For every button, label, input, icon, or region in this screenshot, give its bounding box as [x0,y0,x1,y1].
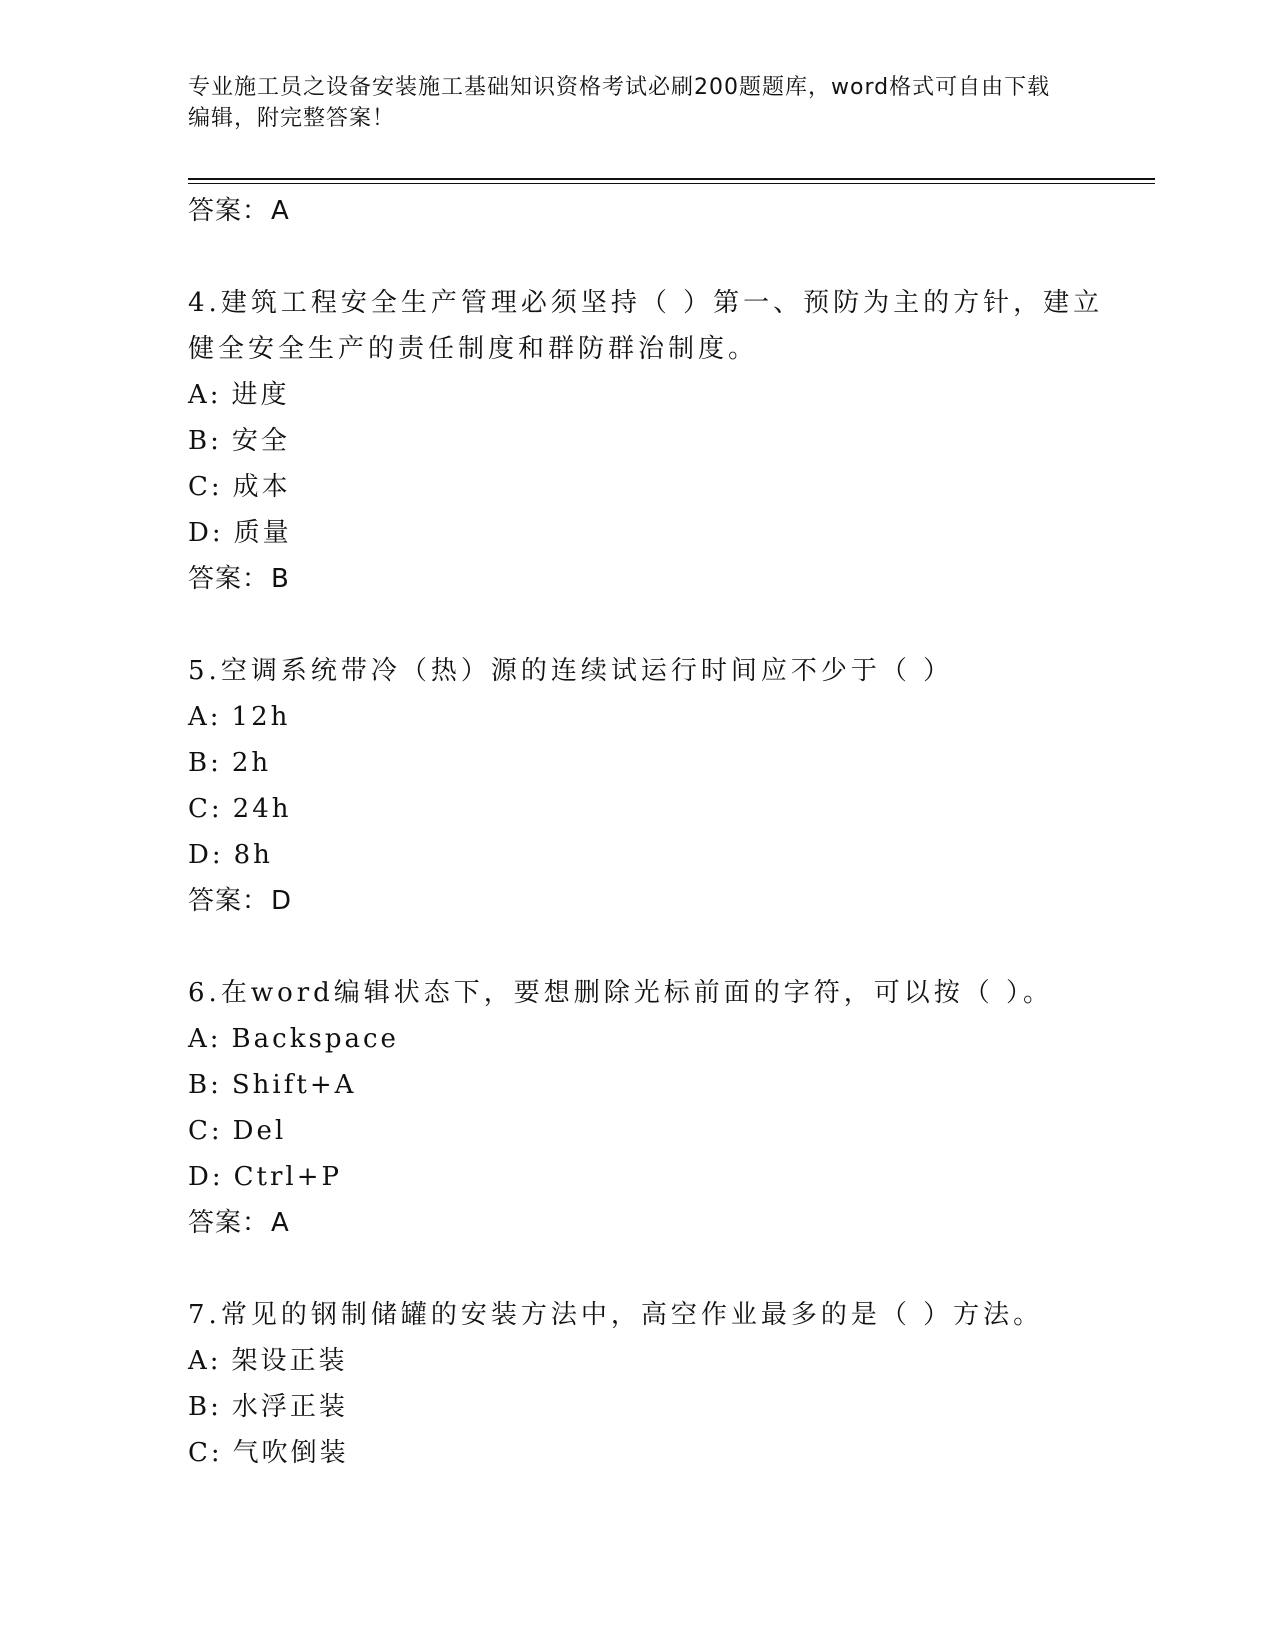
option-a [188,1338,1128,1384]
question-number: 4. [188,288,221,318]
option-letter: B: [188,748,222,778]
option-text: 成本 [232,472,291,502]
header-title: 专业施工员之设备安装施工基础知识资格考试必刷200题题库，word格式可自由下载编辑，附完整答案！ [188,75,1051,131]
question-stem [188,1292,1128,1338]
answer-label: 答案： [188,1208,270,1238]
option-text: Del [232,1116,287,1146]
option-text: 气吹倒装 [232,1438,349,1468]
option-text: Backspace [231,1024,399,1054]
option-c [188,786,1128,832]
option-text: Shift+A [231,1070,357,1100]
document-header [188,72,1068,134]
option-letter: D: [188,1162,224,1192]
option-text: 质量 [233,518,292,548]
previous-answer [188,188,1128,234]
option-a [188,1016,1128,1062]
option-c [188,1430,1128,1476]
question-stem [188,970,1128,1016]
option-letter: A: [188,1346,222,1376]
option-b [188,740,1128,786]
question-4 [188,280,1128,602]
header-rule-thick [188,178,1155,180]
option-b [188,1384,1128,1430]
answer-label: 答案： [188,196,270,226]
option-text: 12h [231,702,291,732]
option-letter: B: [188,1392,222,1422]
option-letter: A: [188,1024,222,1054]
option-letter: B: [188,1070,222,1100]
question-5 [188,648,1128,924]
option-letter: A: [188,380,222,410]
option-text: 架设正装 [231,1346,348,1376]
option-a [188,372,1128,418]
answer-value: A [271,1208,290,1238]
option-text: Ctrl+P [233,1162,342,1192]
question-number: 7. [188,1300,221,1330]
option-d [188,1154,1128,1200]
question-answer [188,878,1128,924]
option-letter: C: [188,1438,223,1468]
question-answer [188,556,1128,602]
question-stem [188,280,1128,372]
option-text: 2h [231,748,272,778]
question-number: 6. [188,978,221,1008]
option-letter: C: [188,1116,223,1146]
question-list [188,188,1128,1476]
option-c [188,464,1128,510]
question-text: 在word编辑状态下，要想删除光标前面的字符，可以按（ ）。 [220,978,1054,1008]
question-6 [188,970,1128,1246]
question-stem [188,648,1128,694]
option-b [188,1062,1128,1108]
option-d [188,832,1128,878]
answer-value: B [271,564,290,594]
option-letter: C: [188,472,223,502]
option-d [188,510,1128,556]
question-text: 常见的钢制储罐的安装方法中，高空作业最多的是（ ）方法。 [220,1300,1044,1330]
question-text: 建筑工程安全生产管理必须坚持（ ）第一、预防为主的方针，建立健全安全生产的责任制度和群防群治制度。 [188,288,1104,364]
question-7 [188,1292,1128,1476]
option-text: 24h [232,794,292,824]
option-text: 水浮正装 [231,1392,348,1422]
option-text: 进度 [231,380,290,410]
option-letter: C: [188,794,223,824]
option-text: 8h [233,840,273,870]
option-letter: B: [188,426,222,456]
answer-label: 答案： [188,886,270,916]
option-letter: D: [188,518,224,548]
option-letter: D: [188,840,224,870]
option-text: 安全 [231,426,290,456]
answer-value: D [271,886,293,916]
option-a [188,694,1128,740]
answer-value: A [271,196,290,226]
answer-label: 答案： [188,564,270,594]
question-number: 5. [188,656,221,686]
option-c [188,1108,1128,1154]
option-letter: A: [188,702,222,732]
option-b [188,418,1128,464]
question-text: 空调系统带冷（热）源的连续试运行时间应不少于（ ） [220,656,954,686]
question-answer [188,1200,1128,1246]
header-rule-thin [188,183,1155,184]
